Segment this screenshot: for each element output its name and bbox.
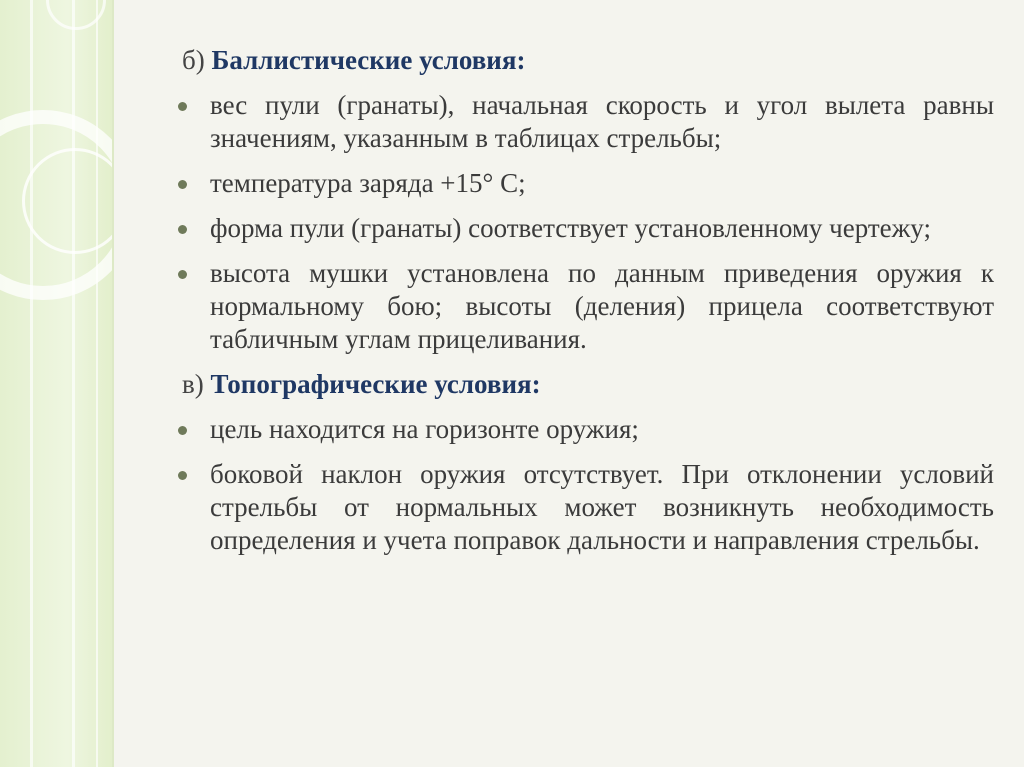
section-title: Топографические условия:	[210, 369, 541, 399]
bullet-icon	[178, 471, 187, 480]
list-item-text: высота мушки установлена по данным приведения оружия к нормальному бою; высоты (деления) прицела соответствуют табличным углам прицеливания.	[210, 258, 994, 354]
list-item	[172, 458, 994, 557]
list-item-text: форма пули (гранаты) соответствует установленному чертежу;	[210, 213, 931, 243]
bullet-icon	[178, 270, 187, 279]
decorative-side-panel	[0, 0, 114, 767]
bullet-icon	[178, 426, 187, 435]
slide-content	[172, 44, 994, 569]
bullet-icon	[178, 180, 187, 189]
list-item	[172, 89, 994, 155]
list-item	[172, 212, 994, 245]
section-marker: б)	[182, 45, 205, 75]
list-item-text: вес пули (гранаты), начальная скорость и угол вылета равны значениям, указанным в таблицах стрельбы;	[210, 90, 994, 153]
list-item	[172, 413, 994, 446]
section-v-heading	[182, 368, 994, 401]
list-item-text: температура заряда +15° С;	[210, 168, 526, 198]
list-item	[172, 167, 994, 200]
list-item-text: цель находится на горизонте оружия;	[210, 414, 639, 444]
section-marker: в)	[182, 369, 204, 399]
list-item-text: боковой наклон оружия отсутствует. При отклонении условий стрельбы от нормальных может возникнуть необходимость определения и учета поправок дальности и направления стрельбы.	[210, 459, 994, 555]
decorative-stripe	[96, 0, 98, 767]
list-item	[172, 257, 994, 356]
section-title: Баллистические условия:	[211, 45, 526, 75]
section-b-list	[172, 89, 994, 356]
bullet-icon	[178, 225, 187, 234]
bullet-icon	[178, 102, 187, 111]
section-v-list	[172, 413, 994, 557]
section-b-heading	[182, 44, 994, 77]
